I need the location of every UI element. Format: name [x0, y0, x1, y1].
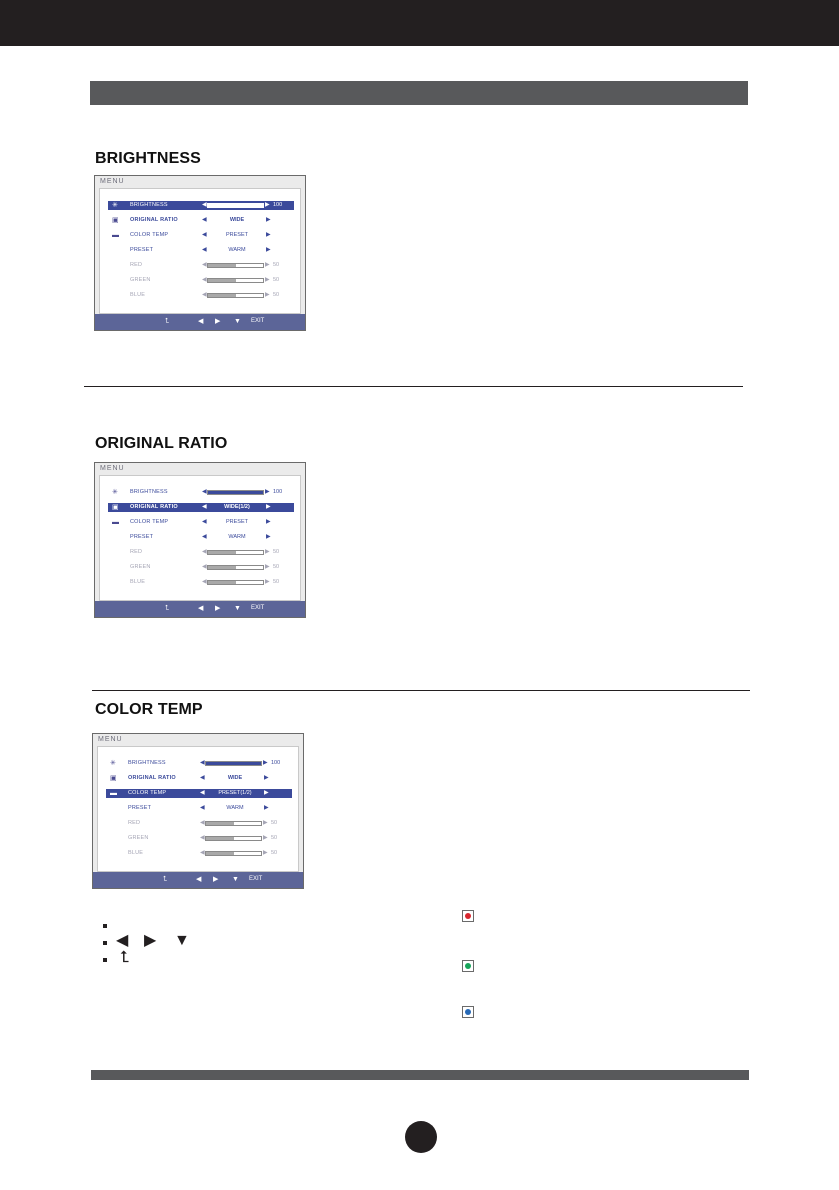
left-arrow-icon[interactable]: ◀: [202, 489, 207, 495]
menu-item-label: ORIGINAL RATIO: [128, 775, 176, 781]
down-arrow-icon[interactable]: ▼: [234, 605, 241, 612]
slider-track[interactable]: [207, 278, 264, 283]
section-header-bar: [90, 81, 748, 105]
menu-nav-bar: [93, 872, 303, 888]
option-value: PRESET: [225, 519, 248, 525]
left-arrow-icon[interactable]: ◀: [200, 850, 205, 856]
menu-item-original-ratio[interactable]: [106, 774, 292, 783]
slider-value: 50: [273, 549, 280, 555]
menu-title: MENU: [100, 465, 125, 472]
brightness-icon: ✳: [110, 760, 116, 767]
slider-track[interactable]: [207, 293, 264, 298]
left-arrow-icon[interactable]: ◀: [200, 820, 205, 826]
left-arrow-icon[interactable]: ◀: [202, 549, 207, 555]
left-arrow-icon[interactable]: ◀: [202, 277, 207, 283]
slider-fill: [206, 837, 234, 840]
option-value: WARM: [228, 534, 246, 540]
right-arrow-icon[interactable]: ▶: [266, 519, 271, 525]
right-arrow-icon[interactable]: ▶: [215, 605, 221, 612]
option-value: WIDE: [227, 775, 243, 781]
ratio-icon: ▣: [112, 504, 119, 511]
left-arrow-icon[interactable]: ◀: [202, 519, 207, 525]
menu-item-label: RED: [130, 549, 143, 555]
slider-track[interactable]: [205, 836, 262, 841]
slider-fill: [208, 491, 263, 494]
right-arrow-icon[interactable]: ▶: [266, 247, 271, 253]
menu-item-preset[interactable]: [106, 804, 292, 813]
menu-item-blue[interactable]: [108, 578, 294, 587]
menu-item-color-temp[interactable]: [108, 231, 294, 240]
slider-fill: [208, 204, 263, 207]
brightness-icon: ✳: [112, 489, 118, 496]
option-value: PRESET(1/2): [218, 790, 252, 796]
slider-fill: [206, 762, 261, 765]
up-return-icon[interactable]: ⮤: [163, 876, 168, 883]
menu-item-label: COLOR TEMP: [128, 790, 167, 796]
slider-value: 50: [271, 850, 278, 856]
menu-nav-bar: [95, 601, 305, 617]
left-arrow-icon[interactable]: ◀: [202, 504, 207, 510]
slider-value: 100: [273, 202, 283, 208]
right-arrow-icon[interactable]: ▶: [266, 232, 271, 238]
slider-fill: [206, 852, 234, 855]
left-arrow-icon[interactable]: ◀: [202, 202, 207, 208]
menu-item-label: RED: [130, 262, 143, 268]
menu-panel: [99, 475, 301, 601]
left-arrow-icon[interactable]: ◀: [202, 579, 207, 585]
slider-value: 50: [273, 277, 280, 283]
slider-track[interactable]: [205, 821, 262, 826]
option-value: WIDE(1/2): [224, 504, 250, 510]
left-arrow-icon[interactable]: ◀: [200, 835, 205, 841]
left-arrow-icon[interactable]: ◀: [202, 247, 207, 253]
left-arrow-icon[interactable]: ◀: [198, 318, 204, 325]
menu-item-label: ORIGINAL RATIO: [130, 217, 178, 223]
left-arrow-icon[interactable]: ◀: [198, 605, 204, 612]
menu-item-green[interactable]: [108, 563, 294, 572]
right-arrow-icon[interactable]: ▶: [213, 876, 219, 883]
down-arrow-icon: ▼: [174, 932, 190, 949]
footer-bar: [91, 1070, 749, 1080]
slider-track[interactable]: [207, 490, 264, 495]
up-return-icon[interactable]: ⮤: [165, 605, 170, 612]
menu-item-original-ratio[interactable]: [108, 216, 294, 225]
left-arrow-icon[interactable]: ◀: [202, 292, 207, 298]
green-swatch-icon: [462, 960, 474, 972]
menu-item-green[interactable]: [108, 276, 294, 285]
slider-value: 50: [273, 262, 280, 268]
menu-item-label: BRIGHTNESS: [130, 202, 168, 208]
red-dot: [465, 913, 471, 919]
left-arrow-icon[interactable]: ◀: [196, 876, 202, 883]
slider-track[interactable]: [205, 761, 262, 766]
up-return-icon: ⮤: [120, 949, 130, 966]
slider-track[interactable]: [207, 203, 264, 208]
right-arrow-icon[interactable]: ▶: [266, 534, 271, 540]
slider-fill: [208, 551, 236, 554]
menu-item-label: ORIGINAL RATIO: [130, 504, 178, 510]
left-arrow-icon[interactable]: ◀: [200, 760, 205, 766]
right-arrow-icon[interactable]: ▶: [265, 549, 270, 555]
menu-item-brightness[interactable]: [108, 201, 294, 210]
right-arrow-icon[interactable]: ▶: [265, 292, 270, 298]
right-arrow-icon[interactable]: ▶: [265, 489, 270, 495]
right-arrow-icon[interactable]: ▶: [266, 217, 271, 223]
menu-item-label: BRIGHTNESS: [130, 489, 168, 495]
osd-menu-brightness: [94, 175, 306, 331]
slider-fill: [208, 279, 236, 282]
right-arrow-icon[interactable]: ▶: [265, 262, 270, 268]
menu-panel: [99, 188, 301, 314]
right-arrow-icon[interactable]: ▶: [264, 805, 269, 811]
menu-item-brightness[interactable]: [106, 759, 292, 768]
right-arrow-icon[interactable]: ▶: [263, 760, 268, 766]
menu-item-preset[interactable]: [108, 533, 294, 542]
exit-button[interactable]: EXIT: [251, 605, 265, 611]
section-title-original-ratio: ORIGINAL RATIO: [95, 435, 228, 452]
slider-value: 50: [271, 820, 278, 826]
right-arrow-icon[interactable]: ▶: [265, 277, 270, 283]
slider-fill: [208, 264, 236, 267]
right-arrow-icon[interactable]: ▶: [265, 564, 270, 570]
slider-fill: [208, 566, 236, 569]
up-return-icon[interactable]: ⮤: [165, 318, 170, 325]
menu-item-red[interactable]: [108, 548, 294, 557]
menu-item-red[interactable]: [106, 819, 292, 828]
menu-panel: [97, 746, 299, 872]
right-arrow-icon[interactable]: ▶: [264, 790, 269, 796]
section-divider: [92, 690, 750, 691]
right-arrow-icon[interactable]: ▶: [265, 202, 270, 208]
osd-menu-color-temp: [92, 733, 304, 889]
exit-button[interactable]: EXIT: [251, 318, 265, 324]
right-arrow-icon[interactable]: ▶: [266, 504, 271, 510]
top-band: [0, 0, 839, 46]
menu-item-original-ratio[interactable]: [108, 503, 294, 512]
left-arrow-icon: ◀: [116, 932, 129, 949]
slider-value: 50: [271, 835, 278, 841]
menu-item-label: PRESET: [130, 534, 154, 540]
slider-value: 50: [273, 292, 280, 298]
right-arrow-icon[interactable]: ▶: [263, 835, 268, 841]
menu-item-label: BLUE: [130, 579, 146, 585]
slider-fill: [208, 294, 236, 297]
option-value: WARM: [228, 247, 246, 253]
slider-value: 100: [273, 489, 283, 495]
menu-item-preset[interactable]: [108, 246, 294, 255]
menu-item-green[interactable]: [106, 834, 292, 843]
slider-track[interactable]: [207, 263, 264, 268]
option-value: PRESET: [225, 232, 248, 238]
legend-bullet: [103, 924, 107, 928]
menu-item-red[interactable]: [108, 261, 294, 270]
color-temp-icon: ▬: [110, 790, 117, 797]
brightness-icon: ✳: [112, 202, 118, 209]
slider-fill: [208, 581, 236, 584]
page-number-circle: [405, 1121, 437, 1153]
slider-track[interactable]: [207, 550, 264, 555]
menu-item-blue[interactable]: [108, 291, 294, 300]
ratio-icon: ▣: [110, 775, 117, 782]
right-arrow-icon[interactable]: ▶: [263, 850, 268, 856]
left-arrow-icon[interactable]: ◀: [200, 790, 205, 796]
menu-item-label: COLOR TEMP: [130, 232, 169, 238]
left-arrow-icon[interactable]: ◀: [202, 217, 207, 223]
down-arrow-icon[interactable]: ▼: [234, 318, 241, 325]
red-swatch-icon: [462, 910, 474, 922]
blue-dot: [465, 1009, 471, 1015]
option-value: WARM: [226, 805, 244, 811]
left-arrow-icon[interactable]: ◀: [202, 262, 207, 268]
menu-item-label: PRESET: [128, 805, 152, 811]
right-arrow-icon[interactable]: ▶: [264, 775, 269, 781]
section-title-brightness: BRIGHTNESS: [95, 150, 201, 167]
slider-fill: [206, 822, 234, 825]
menu-item-label: RED: [128, 820, 141, 826]
green-dot: [465, 963, 471, 969]
menu-title: MENU: [100, 178, 125, 185]
blue-swatch-icon: [462, 1006, 474, 1018]
right-arrow-icon[interactable]: ▶: [265, 579, 270, 585]
exit-button[interactable]: EXIT: [249, 876, 263, 882]
menu-item-blue[interactable]: [106, 849, 292, 858]
left-arrow-icon[interactable]: ◀: [200, 805, 205, 811]
slider-value: 50: [273, 579, 280, 585]
left-arrow-icon[interactable]: ◀: [200, 775, 205, 781]
slider-track[interactable]: [207, 565, 264, 570]
legend-bullet: [103, 941, 107, 945]
menu-item-label: BLUE: [128, 850, 144, 856]
section-title-color-temp: COLOR TEMP: [95, 701, 203, 718]
menu-item-color-temp[interactable]: [108, 518, 294, 527]
menu-item-color-temp[interactable]: [106, 789, 292, 798]
color-temp-icon: ▬: [112, 232, 119, 239]
option-value: WIDE: [229, 217, 245, 223]
menu-item-label: COLOR TEMP: [130, 519, 169, 525]
slider-value: 50: [273, 564, 280, 570]
left-arrow-icon[interactable]: ◀: [202, 232, 207, 238]
left-arrow-icon[interactable]: ◀: [202, 564, 207, 570]
right-arrow-icon[interactable]: ▶: [263, 820, 268, 826]
menu-item-brightness[interactable]: [108, 488, 294, 497]
menu-item-label: GREEN: [130, 564, 151, 570]
right-arrow-icon: ▶: [144, 932, 157, 949]
right-arrow-icon[interactable]: ▶: [215, 318, 221, 325]
left-arrow-icon[interactable]: ◀: [202, 534, 207, 540]
down-arrow-icon[interactable]: ▼: [232, 876, 239, 883]
legend-bullet: [103, 958, 107, 962]
menu-title: MENU: [98, 736, 123, 743]
menu-item-label: BLUE: [130, 292, 146, 298]
slider-value: 100: [271, 760, 281, 766]
menu-nav-bar: [95, 314, 305, 330]
menu-item-label: BRIGHTNESS: [128, 760, 166, 766]
menu-item-label: PRESET: [130, 247, 154, 253]
ratio-icon: ▣: [112, 217, 119, 224]
slider-track[interactable]: [207, 580, 264, 585]
slider-track[interactable]: [205, 851, 262, 856]
menu-item-label: GREEN: [130, 277, 151, 283]
menu-item-label: GREEN: [128, 835, 149, 841]
osd-menu-original-ratio: [94, 462, 306, 618]
section-divider: [84, 386, 743, 387]
color-temp-icon: ▬: [112, 519, 119, 526]
